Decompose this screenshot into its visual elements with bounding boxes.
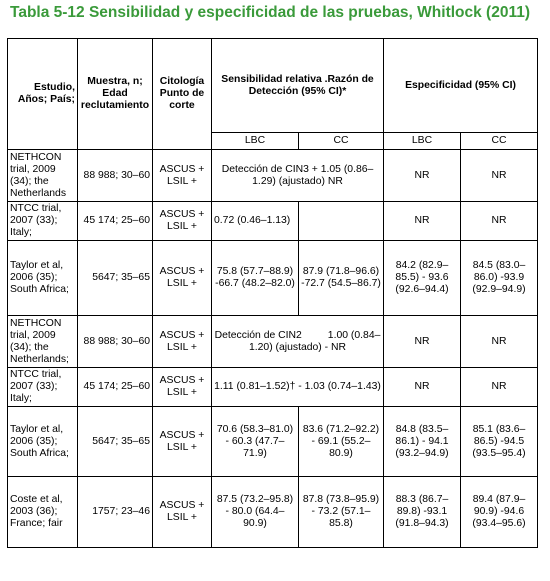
cell-study: Taylor et al, 2006 (35); South Africa; xyxy=(8,241,78,316)
header-study: Estudio, Años; País; xyxy=(8,39,78,150)
cell-study: Coste et al, 2003 (36); France; fair xyxy=(8,477,78,548)
cell-cytology: ASCUS + LSIL + xyxy=(153,241,212,316)
cell-sensitivity: 1.11 (0.81–1.52)† - 1.03 (0.74–1.43) xyxy=(212,368,384,407)
cell-sample: 88 988; 30–60 xyxy=(78,150,153,202)
cell-sample: 45 174; 25–60 xyxy=(78,202,153,241)
cell-spec-lbc: NR xyxy=(384,150,461,202)
cell-spec-cc: NR xyxy=(461,202,538,241)
table-row xyxy=(8,477,538,548)
cell-study: NTCC trial, 2007 (33); Italy; xyxy=(8,368,78,407)
results-table xyxy=(7,38,538,548)
cell-sens-lbc: 75.8 (57.7–88.9) -66.7 (48.2–82.0) xyxy=(212,241,299,316)
cell-sens-cc: 87.9 (71.8–96.6) -72.7 (54.5–86.7) xyxy=(299,241,384,316)
cell-sample: 88 988; 30–60 xyxy=(78,316,153,368)
table-row xyxy=(8,368,538,407)
cell-cytology: ASCUS + LSIL + xyxy=(153,150,212,202)
table-row xyxy=(8,407,538,477)
cell-spec-cc: NR xyxy=(461,368,538,407)
cell-study: NTCC trial, 2007 (33); Italy; xyxy=(8,202,78,241)
cell-sens-lbc: 0.72 (0.46–1.13) xyxy=(212,202,299,241)
header-row xyxy=(8,39,538,133)
cell-study: NETHCON trial, 2009 (34); the Netherlands; xyxy=(8,316,78,368)
cell-sens-lbc: 70.6 (58.3–81.0) - 60.3 (47.7–71.9) xyxy=(212,407,299,477)
table-row xyxy=(8,241,538,316)
cell-cytology: ASCUS + LSIL + xyxy=(153,477,212,548)
table-row xyxy=(8,316,538,368)
cell-sens-cc: 87.8 (73.8–95.9) - 73.2 (57.1–85.8) xyxy=(299,477,384,548)
cell-spec-lbc: 84.2 (82.9–85.5) - 93.6 (92.6–94.4) xyxy=(384,241,461,316)
cell-cytology: ASCUS + LSIL + xyxy=(153,368,212,407)
cell-sensitivity: Detección de CIN2 1.00 (0.84–1.20) (ajustado) - NR xyxy=(212,316,384,368)
subheader-sens-cc: CC xyxy=(299,133,384,150)
cell-spec-cc: 85.1 (83.6–86.5) -94.5 (93.5–95.4) xyxy=(461,407,538,477)
cell-sensitivity: Detección de CIN3 + 1.05 (0.86–1.29) (ajustado) NR xyxy=(212,150,384,202)
cell-study: NETHCON trial, 2009 (34); the Netherlands xyxy=(8,150,78,202)
cell-sample: 5647; 35–65 xyxy=(78,241,153,316)
cell-sens-cc: 83.6 (71.2–92.2) - 69.1 (55.2–80.9) xyxy=(299,407,384,477)
cell-spec-cc: NR xyxy=(461,316,538,368)
cell-cytology: ASCUS + LSIL + xyxy=(153,316,212,368)
cell-study: Taylor et al, 2006 (35); South Africa; xyxy=(8,407,78,477)
cell-sens-cc xyxy=(299,202,384,241)
cell-spec-cc: 89.4 (87.9–90.9) -94.6 (93.4–95.6) xyxy=(461,477,538,548)
header-sample: Muestra, n; Edad reclutamiento xyxy=(78,39,153,150)
header-sensitivity: Sensibilidad relativa .Razón de Detección (95% CI)* xyxy=(212,39,384,133)
table-row xyxy=(8,202,538,241)
cell-spec-lbc: 84.8 (83.5–86.1) - 94.1 (93.2–94.9) xyxy=(384,407,461,477)
cell-spec-lbc: NR xyxy=(384,368,461,407)
subheader-sens-lbc: LBC xyxy=(212,133,299,150)
cell-spec-cc: NR xyxy=(461,150,538,202)
cell-cytology: ASCUS + LSIL + xyxy=(153,407,212,477)
cell-spec-lbc: NR xyxy=(384,316,461,368)
cell-sample: 5647; 35–65 xyxy=(78,407,153,477)
subheader-spec-lbc: LBC xyxy=(384,133,461,150)
table-row xyxy=(8,150,538,202)
subheader-spec-cc: CC xyxy=(461,133,538,150)
cell-spec-lbc: NR xyxy=(384,202,461,241)
header-cytology: Citología Punto de corte xyxy=(153,39,212,150)
header-specificity: Especificidad (95% CI) xyxy=(384,39,538,133)
cell-spec-cc: 84.5 (83.0–86.0) -93.9 (92.9–94.9) xyxy=(461,241,538,316)
table-title: Tabla 5-12 Sensibilidad y especificidad de las pruebas, Whitlock (2011) xyxy=(10,4,531,21)
cell-sample: 1757; 23–46 xyxy=(78,477,153,548)
cell-spec-lbc: 88.3 (86.7–89.8) -93.1 (91.8–94.3) xyxy=(384,477,461,548)
cell-sens-lbc: 87.5 (73.2–95.8) - 80.0 (64.4–90.9) xyxy=(212,477,299,548)
cell-cytology: ASCUS + LSIL + xyxy=(153,202,212,241)
cell-sample: 45 174; 25–60 xyxy=(78,368,153,407)
